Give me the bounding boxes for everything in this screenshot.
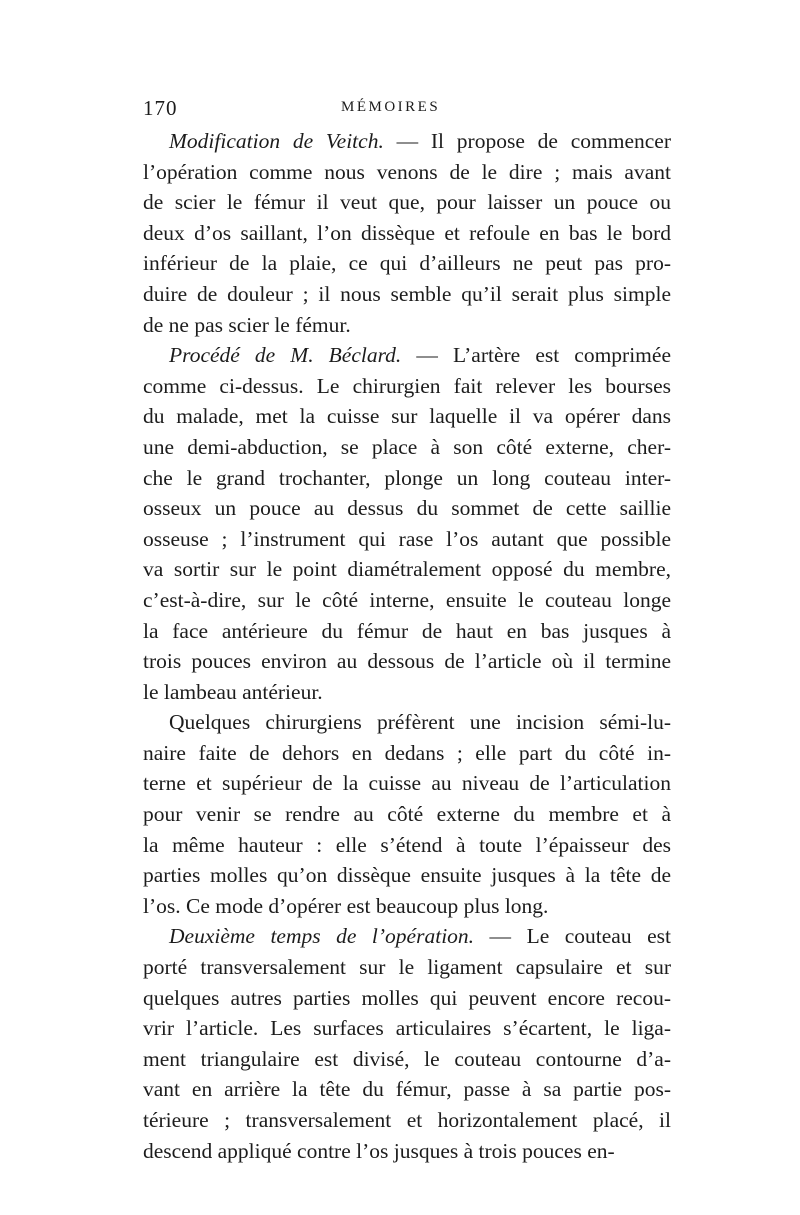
line-text: naire faite de dehors en dedans ; elle part du côté in- [143, 740, 671, 765]
text-line [143, 126, 671, 157]
section-heading-italic: Deuxième temps de l’opération. [169, 924, 475, 949]
line-text: l’opération comme nous venons de le dire ; mais avant [143, 159, 671, 184]
text-line [143, 493, 671, 524]
line-text: une demi-abduction, se place à son côté externe, cher- [143, 434, 671, 459]
line-text: terne et supérieur de la cuisse au niveau de l’articulation [143, 771, 671, 796]
line-text: osseux un pouce au dessus du sommet de cette saillie [143, 496, 671, 521]
text-line [143, 921, 671, 952]
line-text: porté transversalement sur le ligament capsulaire et sur [143, 955, 671, 980]
text-line [143, 768, 671, 799]
text-line [143, 952, 671, 983]
line-text: parties molles qu’on dissèque ensuite jusques à la tête de [143, 863, 671, 888]
line-text: la face antérieure du fémur de haut en bas jusques à [143, 618, 671, 643]
text-line [143, 187, 671, 218]
line-text: Quelques chirurgiens préfèrent une incision sémi-lu- [169, 710, 671, 735]
line-text: — L’artère est comprimée [401, 343, 671, 368]
line-text: pour venir se rendre au côté externe du membre et à [143, 802, 671, 827]
text-line [143, 524, 671, 555]
text-line [143, 1044, 671, 1075]
text-line [143, 279, 671, 310]
line-text: ment triangulaire est divisé, le couteau contourne d’a- [143, 1046, 671, 1071]
running-head: MÉMOIRES [341, 99, 441, 115]
line-text: c’est-à-dire, sur le côté interne, ensuite le couteau longe [143, 587, 671, 612]
text-line [143, 677, 671, 708]
line-text: duire de douleur ; il nous semble qu’il serait plus simple [143, 281, 671, 306]
text-line [143, 157, 671, 188]
line-text: du malade, met la cuisse sur laquelle il va opérer dans [143, 404, 671, 429]
text-line [143, 432, 671, 463]
text-line [143, 371, 671, 402]
line-text: l’os. Ce mode d’opérer est beaucoup plus long. [143, 893, 549, 918]
text-line [143, 646, 671, 677]
text-line [143, 585, 671, 616]
text-line [143, 463, 671, 494]
line-text: la même hauteur : elle s’étend à toute l’épaisseur des [143, 832, 671, 857]
text-line [143, 860, 671, 891]
text-line [143, 401, 671, 432]
line-text: osseuse ; l’instrument qui rase l’os autant que possible [143, 526, 671, 551]
section-heading-italic: Procédé de M. Béclard. [169, 343, 402, 368]
text-line [143, 248, 671, 279]
text-line [143, 1105, 671, 1136]
text-line [143, 738, 671, 769]
text-line [143, 616, 671, 647]
line-text: le lambeau antérieur. [143, 679, 323, 704]
section-heading-italic: Modification de Veitch. [169, 129, 384, 153]
text-line [143, 218, 671, 249]
body-text [143, 126, 671, 1166]
line-text: comme ci-dessus. Le chirurgien fait relever les bourses [143, 373, 671, 398]
text-line [143, 1136, 671, 1167]
page-number: 170 [143, 96, 178, 120]
page-header [143, 96, 671, 126]
line-text: vrir l’article. Les surfaces articulaires s’écartent, le liga- [143, 1016, 671, 1041]
text-line [143, 1013, 671, 1044]
line-text: — Le couteau est [474, 924, 671, 949]
text-line [143, 340, 671, 371]
text-line [143, 891, 671, 922]
book-page [143, 96, 671, 1166]
line-text: deux d’os saillant, l’on dissèque et refoule en bas le bord [143, 220, 671, 245]
line-text: descend appliqué contre l’os jusques à trois pouces en- [143, 1138, 615, 1163]
text-line [143, 830, 671, 861]
line-text: — Il propose de commencer [383, 129, 671, 153]
text-line [143, 799, 671, 830]
text-line [143, 983, 671, 1014]
line-text: inférieur de la plaie, ce qui d’ailleurs ne peut pas pro- [143, 251, 671, 276]
line-text: che le grand trochanter, plonge un long couteau inter- [143, 465, 671, 490]
line-text: quelques autres parties molles qui peuvent encore recou- [143, 985, 671, 1010]
text-line [143, 707, 671, 738]
line-text: trois pouces environ au dessous de l’article où il termine [143, 649, 671, 674]
line-text: térieure ; transversalement et horizontalement placé, il [143, 1108, 671, 1132]
text-line [143, 1074, 671, 1105]
text-line [143, 554, 671, 585]
line-text: va sortir sur le point diamétralement opposé du membre, [143, 557, 671, 582]
line-text: vant en arrière la tête du fémur, passe à sa partie pos- [143, 1077, 671, 1102]
line-text: de ne pas scier le fémur. [143, 312, 351, 337]
text-line [143, 310, 671, 341]
line-text: de scier le fémur il veut que, pour laisser un pouce ou [143, 190, 671, 215]
